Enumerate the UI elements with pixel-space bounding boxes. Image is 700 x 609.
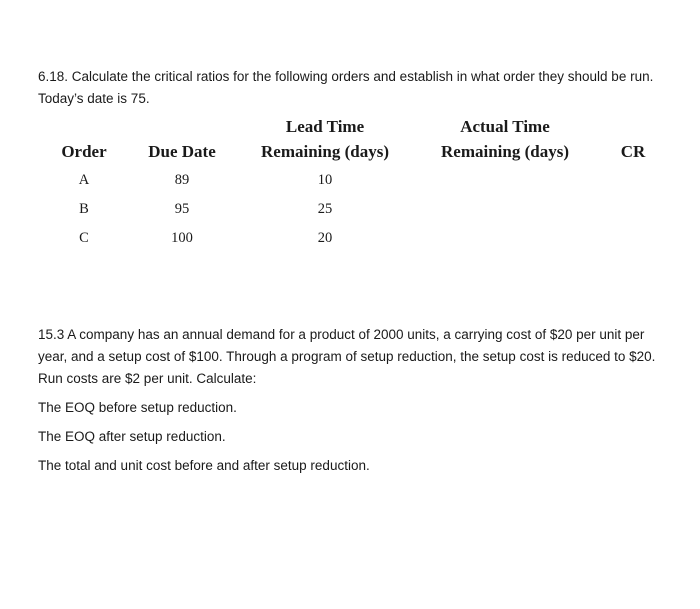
problem-153-line-2: year, and a setup cost of $100. Through a program of setup reduction, the setup cost is reduced to $20. xyxy=(38,349,656,364)
problem-153-item-1: The EOQ before setup reduction. xyxy=(38,400,237,415)
row-c-due-date: 100 xyxy=(171,230,193,246)
header-actual-time-line-2: Remaining (days) xyxy=(441,142,569,161)
problem-618-line-2: Today’s date is 75. xyxy=(38,91,150,106)
problem-153-line-1: 15.3 A company has an annual demand for a product of 2000 units, a carrying cost of $20 per unit per xyxy=(38,327,645,342)
header-cr: CR xyxy=(620,142,646,161)
header-order: Order xyxy=(61,142,107,161)
header-lead-time-line-2: Remaining (days) xyxy=(261,142,389,161)
header-actual-time-line-1: Actual Time xyxy=(460,117,550,136)
problem-618-line-1: 6.18. Calculate the critical ratios for the following orders and establish in what order they should be run. xyxy=(38,69,654,84)
row-b-lead-time: 25 xyxy=(317,201,333,217)
header-due-date: Due Date xyxy=(148,142,216,161)
row-c-lead-time: 20 xyxy=(317,230,333,246)
problem-153-item-2: The EOQ after setup reduction. xyxy=(38,429,226,444)
problem-153-line-3: Run costs are $2 per unit. Calculate: xyxy=(38,371,257,386)
row-a-lead-time: 10 xyxy=(317,172,333,188)
row-c-order: C xyxy=(79,230,89,246)
row-b-due-date: 95 xyxy=(174,201,190,217)
row-a-order: A xyxy=(78,172,90,188)
problem-153-item-3: The total and unit cost before and after setup reduction. xyxy=(38,458,370,473)
header-lead-time-line-1: Lead Time xyxy=(285,117,365,136)
row-a-due-date: 89 xyxy=(174,172,190,188)
row-b-order: B xyxy=(79,201,89,217)
